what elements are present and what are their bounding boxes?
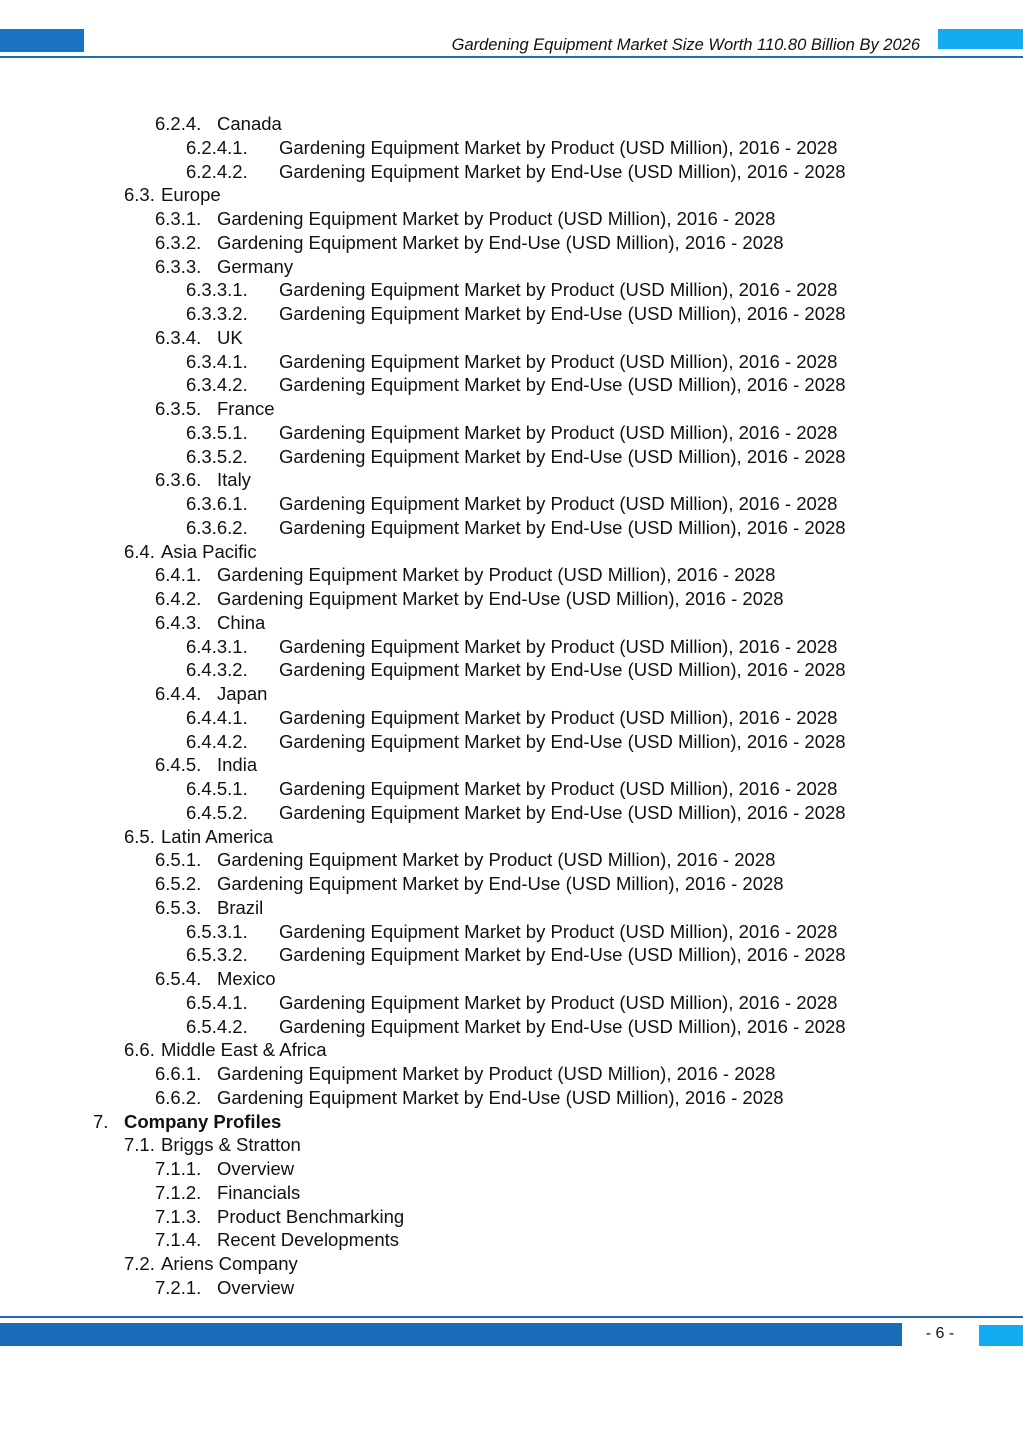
toc-entry[interactable] — [0, 255, 1023, 279]
toc-entry-number: 6.5.4.1. — [186, 991, 248, 1013]
toc-entry-label: Gardening Equipment Market by End-Use (USD Million), 2016 - 2028 — [279, 1015, 846, 1037]
toc-entry-number: 7.1. — [124, 1134, 155, 1156]
toc-entry-number: 6.6.2. — [155, 1086, 202, 1108]
toc-entry[interactable] — [0, 753, 1023, 777]
toc-entry-label: Brazil — [217, 896, 264, 918]
header-accent-block-left — [0, 29, 84, 52]
toc-entry-number: 6.2.4. — [155, 113, 202, 134]
toc-entry[interactable] — [0, 587, 1023, 611]
toc-entry-number: 6.4.2. — [155, 588, 202, 609]
toc-entry-label: Gardening Equipment Market by End-Use (USD Million), 2016 - 2028 — [279, 516, 846, 538]
toc-entry-label: Gardening Equipment Market by End-Use (USD Million), 2016 - 2028 — [217, 873, 784, 894]
toc-entry-label: Mexico — [217, 968, 276, 989]
toc-entry[interactable] — [0, 1133, 1023, 1157]
toc-entry[interactable] — [0, 730, 1023, 754]
toc-entry[interactable] — [0, 278, 1023, 302]
toc-entry[interactable] — [0, 1276, 1023, 1300]
toc-entry-label: UK — [217, 326, 243, 348]
toc-entry[interactable] — [0, 445, 1023, 469]
toc-entry[interactable] — [0, 421, 1023, 445]
toc-entry-label: Gardening Equipment Market by Product (USD Million), 2016 - 2028 — [279, 350, 838, 372]
toc-entry-number: 6.5.1. — [155, 849, 202, 871]
toc-entry[interactable] — [0, 207, 1023, 231]
toc-entry-number: 6.3.3.2. — [186, 303, 248, 324]
toc-entry[interactable] — [0, 1062, 1023, 1086]
toc-entry-label: Gardening Equipment Market by Product (USD Million), 2016 - 2028 — [217, 564, 776, 586]
toc-entry-label: Gardening Equipment Market by Product (USD Million), 2016 - 2028 — [279, 635, 838, 657]
toc-entry-number: 6.4.5. — [155, 754, 202, 776]
toc-entry[interactable] — [0, 1181, 1023, 1205]
toc-entry-number: 6.2.4.2. — [186, 160, 248, 182]
header-rule — [0, 56, 1023, 58]
toc-entry-label: Gardening Equipment Market by End-Use (USD Million), 2016 - 2028 — [279, 944, 846, 966]
toc-entry[interactable] — [0, 540, 1023, 564]
toc-entry[interactable] — [0, 136, 1023, 160]
toc-entry-label: Gardening Equipment Market by End-Use (USD Million), 2016 - 2028 — [217, 588, 784, 609]
toc-entry[interactable] — [0, 468, 1023, 492]
toc-entry[interactable] — [0, 563, 1023, 587]
toc-entry-label: Overview — [217, 1276, 295, 1298]
toc-entry[interactable] — [0, 302, 1023, 326]
toc-entry-label: Asia Pacific — [161, 540, 257, 562]
toc-entry-number: 6.4.4. — [155, 683, 202, 704]
toc-entry-number: 6.5.2. — [155, 873, 202, 894]
toc-entry-number: 6.3.4.2. — [186, 374, 248, 396]
toc-entry[interactable] — [0, 326, 1023, 350]
toc-entry[interactable] — [0, 635, 1023, 659]
toc-entry-label: Latin America — [161, 825, 274, 847]
toc-entry-label: Gardening Equipment Market by Product (USD Million), 2016 - 2028 — [279, 991, 838, 1013]
toc-entry[interactable] — [0, 611, 1023, 635]
toc-entry-number: 6.4.5.2. — [186, 801, 248, 823]
footer-bar — [0, 1323, 902, 1346]
toc-entry-label: Gardening Equipment Market by Product (USD Million), 2016 - 2028 — [217, 849, 776, 871]
toc-entry[interactable] — [0, 492, 1023, 516]
toc-entry-number: 6.3.5.2. — [186, 445, 248, 467]
toc-entry-number: 6.2.4.1. — [186, 136, 248, 158]
table-of-contents — [0, 112, 1023, 1300]
toc-entry[interactable] — [0, 825, 1023, 849]
toc-entry-label: Gardening Equipment Market by Product (USD Million), 2016 - 2028 — [279, 279, 838, 301]
toc-entry-number: 7.1.4. — [155, 1229, 202, 1251]
toc-entry-label: Gardening Equipment Market by Product (USD Million), 2016 - 2028 — [279, 706, 838, 728]
toc-entry-number: 7.1.1. — [155, 1158, 202, 1179]
toc-entry-number: 6.3.3. — [155, 255, 202, 277]
toc-entry-number: 7.1.2. — [155, 1181, 202, 1203]
toc-entry-number: 6.3.5.1. — [186, 421, 248, 443]
toc-entry-label: Company Profiles — [124, 1110, 282, 1132]
toc-entry[interactable] — [0, 1110, 1023, 1134]
running-header-title: Gardening Equipment Market Size Worth 110.80 Billion By 2026 — [451, 36, 920, 54]
toc-entry[interactable] — [0, 1157, 1023, 1181]
page-number: - 6 - — [925, 1325, 955, 1342]
toc-entry-label: Gardening Equipment Market by End-Use (USD Million), 2016 - 2028 — [279, 160, 846, 182]
toc-entry-number: 6.4.1. — [155, 564, 202, 586]
toc-entry[interactable] — [0, 896, 1023, 920]
toc-entry-label: Gardening Equipment Market by Product (USD Million), 2016 - 2028 — [217, 208, 776, 229]
toc-entry-label: Canada — [217, 113, 282, 134]
toc-entry-label: Germany — [217, 255, 294, 277]
toc-entry-label: China — [217, 611, 266, 633]
toc-entry-label: Gardening Equipment Market by End-Use (USD Million), 2016 - 2028 — [279, 801, 846, 823]
toc-entry-label: Gardening Equipment Market by End-Use (USD Million), 2016 - 2028 — [279, 445, 846, 467]
toc-entry[interactable] — [0, 183, 1023, 207]
toc-entry-number: 6.4.3.2. — [186, 659, 248, 681]
toc-entry-label: Gardening Equipment Market by Product (USD Million), 2016 - 2028 — [217, 1063, 776, 1084]
toc-entry[interactable] — [0, 112, 1023, 136]
toc-entry[interactable] — [0, 373, 1023, 397]
toc-entry[interactable] — [0, 350, 1023, 374]
toc-entry-number: 6.5.3. — [155, 896, 202, 918]
toc-entry-number: 6.3.6.2. — [186, 516, 248, 538]
toc-entry-label: Gardening Equipment Market by Product (USD Million), 2016 - 2028 — [279, 920, 838, 942]
toc-entry[interactable] — [0, 1252, 1023, 1276]
toc-entry[interactable] — [0, 967, 1023, 991]
toc-entry[interactable] — [0, 1038, 1023, 1062]
toc-entry-label: India — [217, 754, 258, 776]
toc-entry-label: Gardening Equipment Market by End-Use (USD Million), 2016 - 2028 — [217, 231, 784, 253]
toc-entry-number: 6.3.1. — [155, 208, 202, 229]
toc-entry-number: 7.1.3. — [155, 1205, 202, 1227]
toc-entry-label: Europe — [161, 184, 221, 206]
toc-entry-number: 6.5.4. — [155, 968, 202, 989]
toc-entry-number: 6.5. — [124, 825, 155, 847]
toc-entry[interactable] — [0, 943, 1023, 967]
toc-entry[interactable] — [0, 658, 1023, 682]
toc-entry-number: 6.3.4.1. — [186, 350, 248, 372]
toc-entry-number: 6.4.5.1. — [186, 778, 248, 799]
toc-entry-label: Recent Developments — [217, 1229, 400, 1251]
toc-entry-number: 6.6. — [124, 1039, 155, 1061]
toc-entry[interactable] — [0, 706, 1023, 730]
toc-entry-label: Gardening Equipment Market by End-Use (USD Million), 2016 - 2028 — [279, 374, 846, 396]
toc-entry[interactable] — [0, 801, 1023, 825]
toc-entry-label: Gardening Equipment Market by Product (USD Million), 2016 - 2028 — [279, 493, 838, 514]
toc-entry-number: 7.2.1. — [155, 1276, 202, 1298]
toc-entry-label: Financials — [217, 1181, 301, 1203]
toc-entry-number: 6.4. — [124, 540, 155, 562]
toc-entry-label: Gardening Equipment Market by Product (USD Million), 2016 - 2028 — [279, 778, 838, 799]
toc-entry[interactable] — [0, 231, 1023, 255]
toc-entry[interactable] — [0, 872, 1023, 896]
toc-entry-number: 6.4.3. — [155, 611, 202, 633]
toc-entry[interactable] — [0, 1086, 1023, 1110]
toc-entry-label: Gardening Equipment Market by End-Use (USD Million), 2016 - 2028 — [279, 730, 846, 752]
toc-entry-number: 6.3. — [124, 184, 155, 206]
toc-entry-label: Product Benchmarking — [217, 1205, 405, 1227]
toc-entry-label: Gardening Equipment Market by Product (USD Million), 2016 - 2028 — [279, 421, 838, 443]
toc-entry-number: 6.3.2. — [155, 231, 202, 253]
toc-entry-label: Japan — [217, 683, 268, 704]
toc-entry-number: 6.3.6.1. — [186, 493, 248, 514]
toc-entry[interactable] — [0, 1205, 1023, 1229]
toc-entry[interactable] — [0, 1228, 1023, 1252]
toc-entry-label: Gardening Equipment Market by End-Use (USD Million), 2016 - 2028 — [279, 659, 846, 681]
toc-entry[interactable] — [0, 991, 1023, 1015]
toc-entry-label: Gardening Equipment Market by Product (USD Million), 2016 - 2028 — [279, 136, 838, 158]
toc-entry-label: Briggs & Stratton — [161, 1134, 301, 1156]
toc-entry-number: 6.6.1. — [155, 1063, 202, 1084]
toc-entry[interactable] — [0, 777, 1023, 801]
toc-entry-number: 6.3.3.1. — [186, 279, 248, 301]
toc-entry[interactable] — [0, 848, 1023, 872]
toc-entry-number: 6.5.3.1. — [186, 920, 248, 942]
toc-entry-number: 6.3.4. — [155, 326, 202, 348]
toc-entry-number: 7. — [93, 1110, 109, 1132]
toc-entry-label: Italy — [217, 469, 251, 491]
toc-entry-label: France — [217, 398, 275, 419]
toc-entry-number: 6.4.4.1. — [186, 706, 248, 728]
toc-entry-number: 6.4.4.2. — [186, 730, 248, 752]
toc-entry[interactable] — [0, 160, 1023, 184]
toc-entry-number: 6.5.4.2. — [186, 1015, 248, 1037]
toc-entry-number: 6.5.3.2. — [186, 944, 248, 966]
footer-accent-block — [979, 1325, 1023, 1346]
toc-entry[interactable] — [0, 516, 1023, 540]
toc-entry-number: 6.3.5. — [155, 398, 202, 419]
toc-entry[interactable] — [0, 1015, 1023, 1039]
toc-entry-label: Ariens Company — [161, 1253, 298, 1274]
toc-entry[interactable] — [0, 682, 1023, 706]
toc-entry-number: 6.3.6. — [155, 469, 202, 491]
toc-entry-number: 7.2. — [124, 1253, 155, 1274]
toc-entry[interactable] — [0, 397, 1023, 421]
toc-entry-number: 6.4.3.1. — [186, 635, 248, 657]
toc-entry-label: Middle East & Africa — [161, 1039, 327, 1061]
footer-rule — [0, 1316, 1023, 1318]
header-accent-block-right — [938, 29, 1023, 49]
toc-entry-label: Gardening Equipment Market by End-Use (USD Million), 2016 - 2028 — [279, 303, 846, 324]
toc-entry[interactable] — [0, 920, 1023, 944]
toc-entry-label: Overview — [217, 1158, 295, 1179]
toc-entry-label: Gardening Equipment Market by End-Use (USD Million), 2016 - 2028 — [217, 1086, 784, 1108]
